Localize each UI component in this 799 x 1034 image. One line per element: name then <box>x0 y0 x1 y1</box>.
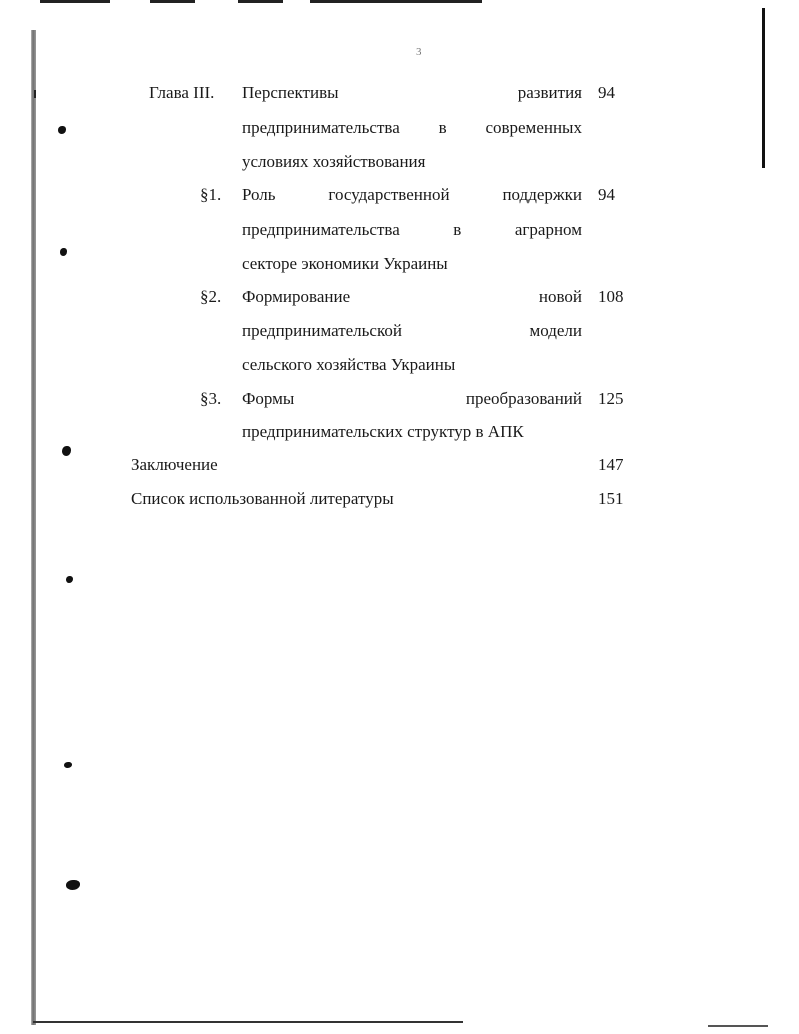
toc-section-label: §2. <box>200 287 222 306</box>
toc-section-title-line2: предпринимательских структур в АПК <box>242 422 524 441</box>
toc-word: современных <box>485 118 582 137</box>
toc-word: в <box>453 220 462 239</box>
toc-word: аграрном <box>514 220 582 239</box>
toc-section-title-line1 <box>242 185 582 205</box>
toc-word: преобразований <box>465 389 582 408</box>
toc-section-title-line3: секторе экономики Украины <box>242 254 448 273</box>
punch-hole-mark <box>62 446 71 456</box>
punch-hole-mark <box>66 576 73 583</box>
toc-references-label: Список использованной литературы <box>131 489 394 508</box>
toc-word: предпринимательской <box>242 321 402 340</box>
scan-right-edge <box>762 8 765 168</box>
toc-word: предпринимательства <box>242 118 400 137</box>
toc-chapter-title-line3: условиях хозяйствования <box>242 152 426 171</box>
toc-chapter-label: Глава III. <box>149 83 215 102</box>
toc-word: поддержки <box>502 185 582 204</box>
punch-hole-mark <box>58 126 66 134</box>
scan-artifact-top <box>150 0 195 3</box>
punch-hole-mark <box>66 880 80 890</box>
toc-chapter-title-line1 <box>242 83 582 103</box>
toc-word: Формирование <box>242 287 351 306</box>
toc-section-label: §3. <box>200 389 222 408</box>
toc-word: Роль <box>242 185 276 204</box>
toc-section-title-line1 <box>242 287 582 307</box>
toc-chapter-title-line2 <box>242 118 582 138</box>
scan-tick <box>34 90 36 98</box>
toc-word: модели <box>529 321 582 340</box>
scan-artifact-top <box>40 0 110 3</box>
scan-bottom-edge <box>708 1025 768 1027</box>
toc-word: развития <box>517 83 582 102</box>
toc-page-number: 108 <box>598 287 624 306</box>
toc-conclusion-label: Заключение <box>131 455 218 474</box>
toc-page-number: 94 <box>598 185 615 204</box>
punch-hole-mark <box>64 762 72 768</box>
scan-left-edge <box>31 30 36 1025</box>
toc-word: Формы <box>242 389 295 408</box>
toc-word: в <box>438 118 447 137</box>
toc-page-number: 125 <box>598 389 624 408</box>
toc-word: государственной <box>328 185 450 204</box>
toc-section-label: §1. <box>200 185 222 204</box>
scan-bottom-edge <box>33 1021 463 1023</box>
toc-page-number: 94 <box>598 83 615 102</box>
toc-page-number: 147 <box>598 455 624 474</box>
toc-word: предпринимательства <box>242 220 400 239</box>
toc-page-number: 151 <box>598 489 624 508</box>
page-number: 3 <box>416 46 422 58</box>
toc-word: новой <box>538 287 582 306</box>
toc-section-title-line2 <box>242 321 582 341</box>
toc-section-title-line3: сельского хозяйства Украины <box>242 355 456 374</box>
toc-section-title-line1 <box>242 389 582 409</box>
scan-artifact-top <box>238 0 283 3</box>
scan-artifact-top <box>310 0 482 3</box>
toc-section-title-line2 <box>242 220 582 240</box>
punch-hole-mark <box>60 248 67 256</box>
toc-word: Перспективы <box>242 83 339 102</box>
